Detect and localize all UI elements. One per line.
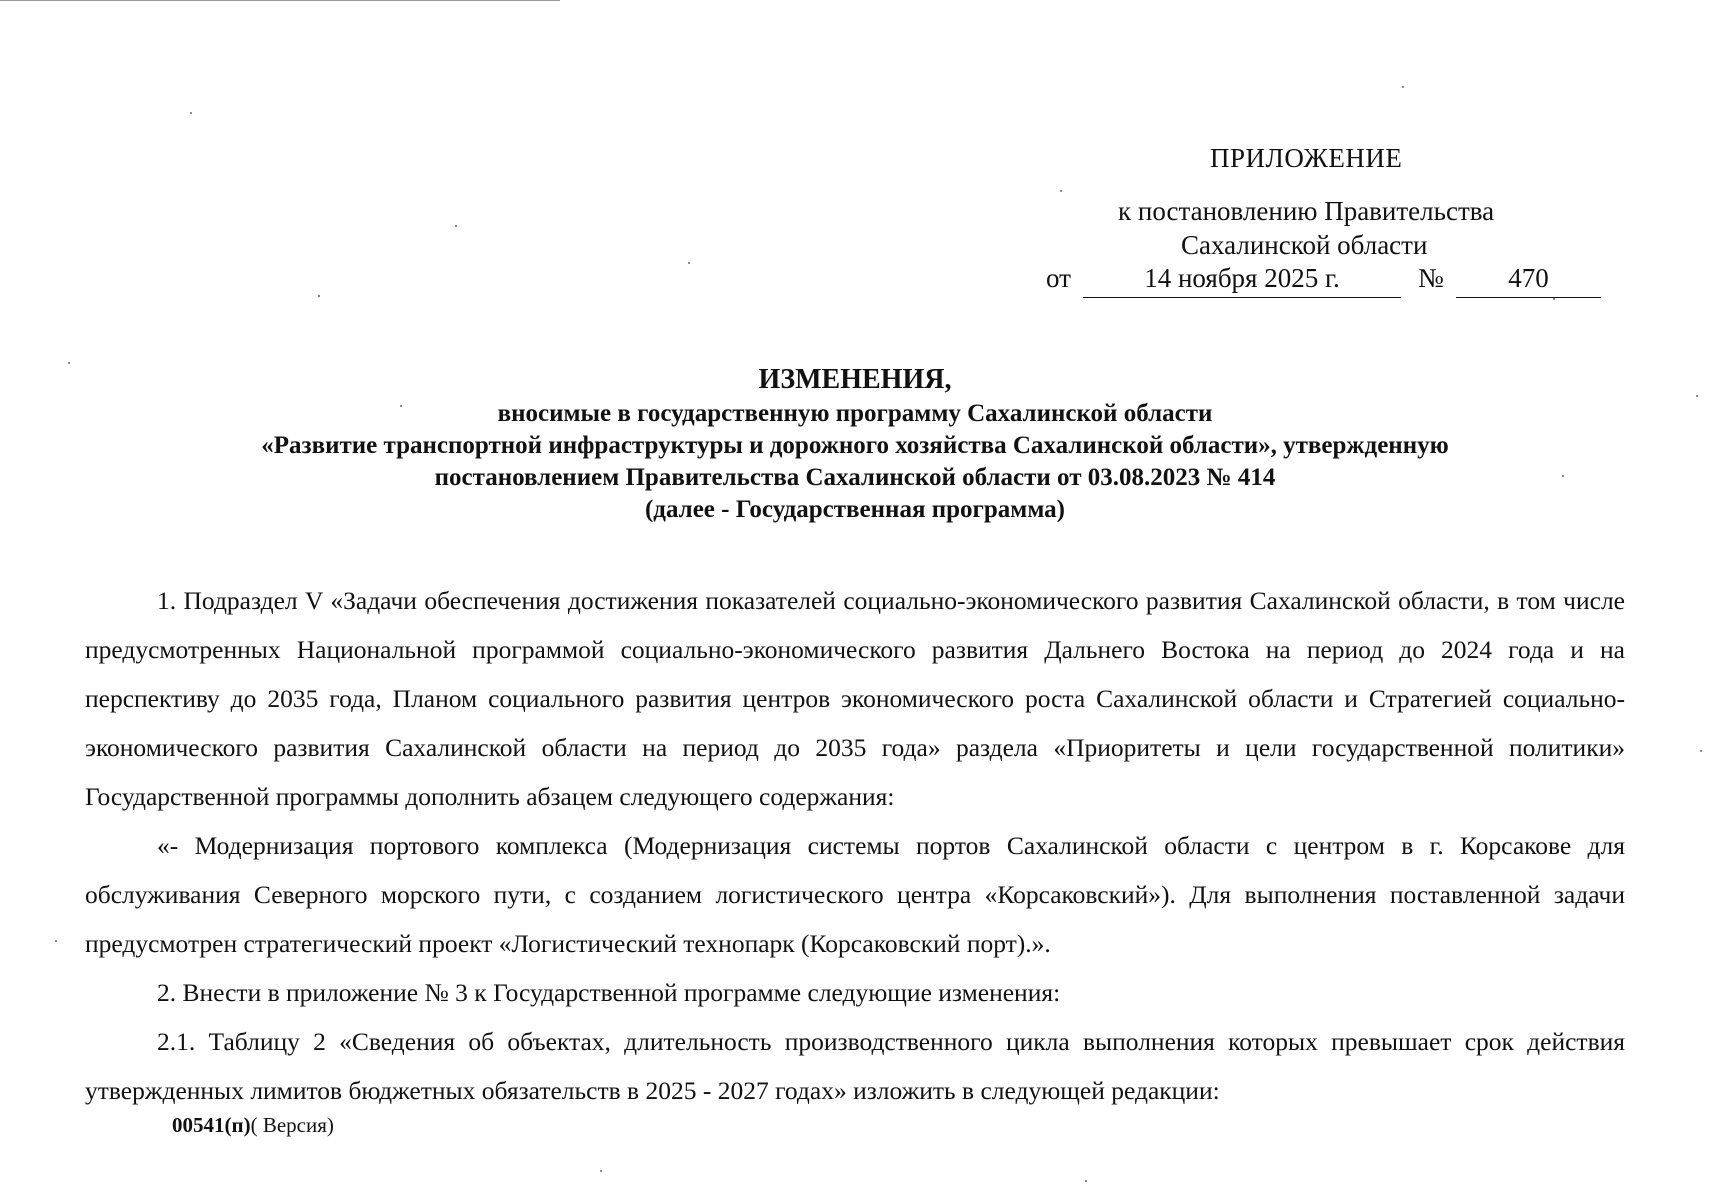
document-heading <box>80 362 1630 526</box>
resolution-number: 470 <box>1456 260 1601 298</box>
scan-speck <box>688 262 690 264</box>
document-version: ( Версия) <box>250 1113 334 1137</box>
number-label: № <box>1418 263 1444 293</box>
scan-speck <box>55 940 57 942</box>
paragraph-3: 2. Внести в приложение № 3 к Государственной программе следующие изменения: <box>157 978 1061 1007</box>
heading-line-4: (далее - Государственная программа) <box>644 496 1066 523</box>
scan-artifact-line <box>0 0 560 1</box>
paragraph-2: «- Модернизация портового комплекса (Модернизация системы портов Сахалинской области с центром в г. Корсакове для обслуживания Северного морского пути, с созданием логистического центра «Корсаковский»). Для выполнения поставленной задачи предусмотрен стратегический проект «Логистический технопарк (Корсаковский порт).». <box>85 831 1625 958</box>
document-code <box>172 1113 334 1138</box>
appendix-region-line: Сахалинской области <box>1181 230 1428 260</box>
heading-line-2: «Развитие транспортной инфраструктуры и дорожного хозяйства Сахалинской области», утвержденную <box>261 432 1449 459</box>
paragraph-1: 1. Подраздел V «Задачи обеспечения достижения показателей социально-экономического развития Сахалинской области, в том числе предусмотренных Национальной программой социально-экономического развития Дальнего Востока на период до 2024 года и на перспективу до 2035 года, Планом социального развития центров экономического роста Сахалинской области и Стратегией социально-экономического развития Сахалинской области на период до 2035 года» раздела «Приоритеты и цели государственной политики» Государственной программы дополнить абзацем следующего содержания: <box>85 586 1625 811</box>
scan-speck <box>190 112 192 114</box>
document-body <box>85 576 1625 1115</box>
scan-speck <box>1553 298 1555 300</box>
scan-speck <box>1085 1180 1087 1182</box>
resolution-date: 14 ноября 2025 г. <box>1083 260 1401 298</box>
document-code-number: 00541(п) <box>172 1113 251 1137</box>
scan-speck <box>318 295 320 297</box>
scan-speck <box>600 1170 602 1172</box>
scan-speck <box>1700 750 1702 752</box>
scan-speck <box>1402 86 1404 88</box>
heading-title: ИЗМЕНЕНИЯ, <box>758 364 952 395</box>
heading-line-3: постановлением Правительства Сахалинской области от 03.08.2023 № 414 <box>434 464 1276 491</box>
appendix-resolution-line: к постановлению Правительства <box>1118 196 1495 226</box>
date-label: от <box>1046 263 1071 293</box>
scan-speck <box>68 362 70 364</box>
heading-line-1: вносимые в государственную программу Сахалинской области <box>497 400 1213 427</box>
appendix-title: ПРИЛОЖЕНИЕ <box>1210 143 1403 173</box>
scan-speck <box>1060 190 1062 192</box>
scan-speck <box>455 225 457 227</box>
scan-speck <box>1696 395 1698 397</box>
paragraph-4: 2.1. Таблицу 2 «Сведения об объектах, длительность производственного цикла выполнения которых превышает срок действия утвержденных лимитов бюджетных обязательств в 2025 - 2027 годах» изложить в следующей редакции: <box>85 1027 1625 1105</box>
